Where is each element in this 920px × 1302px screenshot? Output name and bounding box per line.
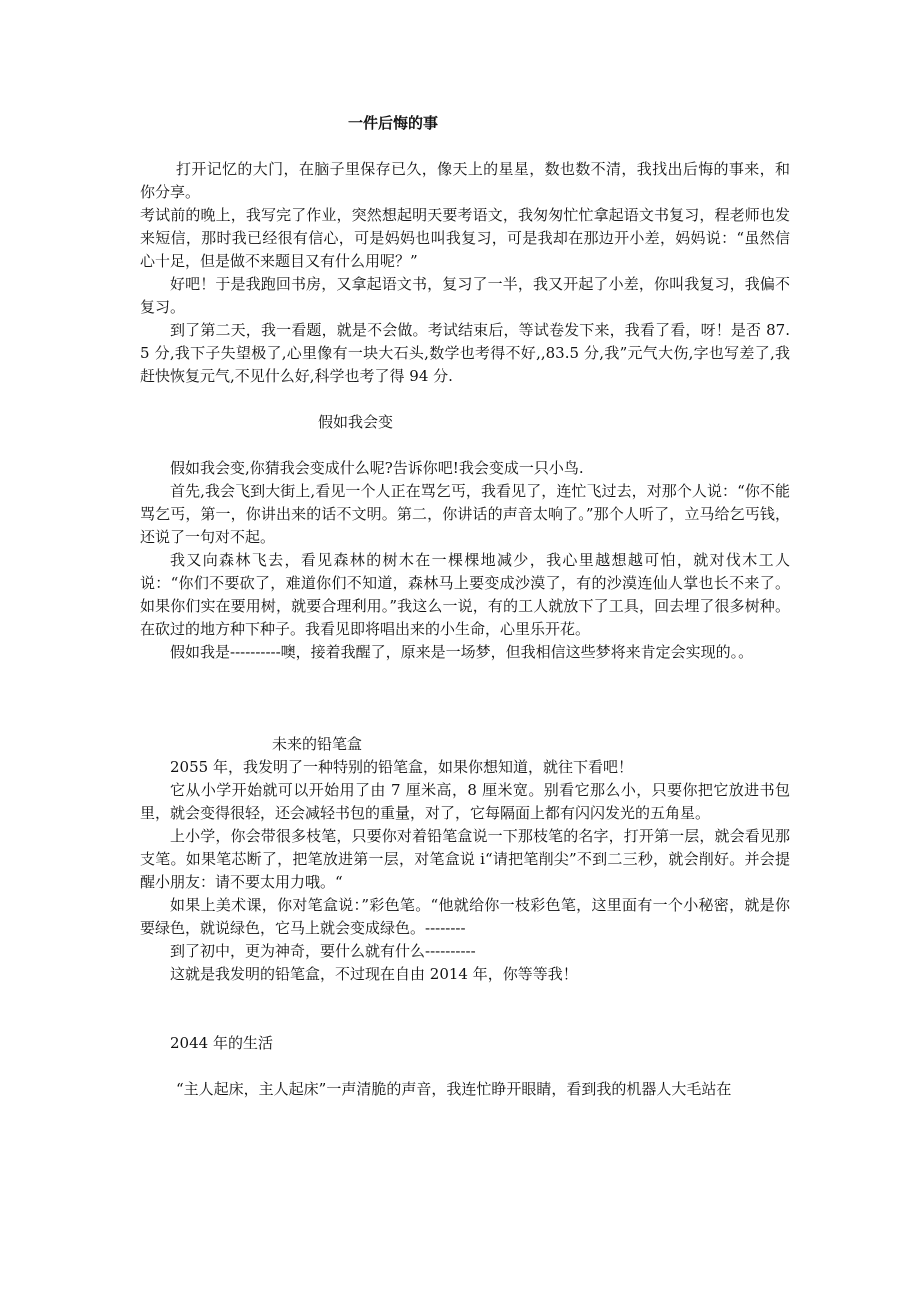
essay-title-life-in-2044: 2044 年的生活 [170, 1034, 273, 1052]
spacer [140, 710, 790, 733]
paragraph: 首先,我会飞到大街上,看见一个人正在骂乞丐，我看见了，连忙飞过去，对那个人说：“你不能骂乞丐，第一，你讲出来的话不文明。第二，你讲话的声音太响了。”那个人听了，立马给乞丐钱，还说了一句对不起。 [140, 482, 790, 546]
essay-title-regret: 一件后悔的事 [348, 114, 439, 132]
essay-title-if-i-could-change: 假如我会变 [318, 413, 394, 431]
paragraph: 到了初中，更为神奇，要什么就有什么---------- [170, 942, 476, 960]
spacer [140, 388, 790, 411]
essay-title-future-pencil-case: 未来的铅笔盒 [272, 735, 363, 753]
paragraph: 我又向森林飞去，看见森林的树木在一棵棵地减少，我心里越想越可怕，就对伐木工人说：“你们不要砍了，难道你们不知道，森林马上要变成沙漠了，有的沙漠连仙人掌也长不来了。如果你们实在要用树，就要合理利用。”我这么一说，有的工人就放下了工具，回去埋了很多树种。在砍过的地方种下种子。我看见即将唱出来的小生命，心里乐开花。 [140, 551, 790, 638]
paragraph: 上小学，你会带很多枝笔，只要你对着铅笔盒说一下那枝笔的名字，打开第一层，就会看见那支笔。如果笔芯断了，把笔放进第一层，对笔盒说 i“请把笔削尖”不到二三秒，就会削好。并会提醒小朋友：请不要太用力哦。“ [140, 827, 790, 891]
paragraph: 2055 年，我发明了一种特别的铅笔盒，如果你想知道，就往下看吧！ [170, 758, 633, 776]
spacer [140, 664, 790, 687]
spacer [140, 434, 790, 457]
paragraph: “主人起床，主人起床”一声清脆的声音，我连忙睁开眼睛，看到我的机器人大毛站在 [176, 1080, 732, 1098]
paragraph: 考试前的晚上，我写完了作业，突然想起明天要考语文，我匆匆忙忙拿起语文书复习，程老师也发来短信，那时我已经很有信心，可是妈妈也叫我复习，可是我却在那边开小差，妈妈说：“虽然信心十足，但是做不来题目又有什么用呢？” [140, 206, 790, 270]
spacer [140, 986, 790, 1009]
paragraph: 好吧！于是我跑回书房，又拿起语文书，复习了一半，我又开起了小差，你叫我复习，我偏不复习。 [140, 275, 790, 316]
paragraph: 到了第二天，我一看题，就是不会做。考试结束后，等试卷发下来，我看了看，呀！是否 87.5 分,我下子失望极了,心里像有一块大石头,数学也考得不好,,83.5 分,我”元气大伤,字也写差了,我赶快恢复元气,不见什么好,科学也考了得 94 分. [140, 321, 790, 385]
paragraph: 打开记忆的大门，在脑子里保存已久，像天上的星星，数也数不清，我找出后悔的事来，和你分享。 [140, 160, 790, 201]
spacer [140, 687, 790, 710]
spacer [140, 1009, 790, 1032]
paragraph: 这就是我发明的铅笔盒，不过现在自由 2014 年，你等等我！ [170, 965, 578, 983]
paragraph: 如果上美术课，你对笔盒说：”彩色笔。“他就给你一枝彩色笔，这里面有一个小秘密，就是你要绿色，就说绿色，它马上就会变成绿色。-------- [140, 896, 790, 937]
paragraph: 它从小学开始就可以开始用了由 7 厘米高，8 厘米宽。别看它那么小，只要你把它放进书包里，就会变得很轻，还会减轻书包的重量，对了，它每隔面上都有闪闪发光的五角星。 [140, 781, 790, 822]
paragraph: 假如我会变,你猜我会变成什么呢?告诉你吧!我会变成一只小鸟. [170, 459, 584, 477]
paragraph: 假如我是----------噢，接着我醒了，原来是一场梦，但我相信这些梦将来肯定会实现的。。 [170, 643, 754, 661]
spacer [140, 1055, 790, 1078]
spacer [140, 135, 790, 158]
document-body [140, 112, 790, 1101]
